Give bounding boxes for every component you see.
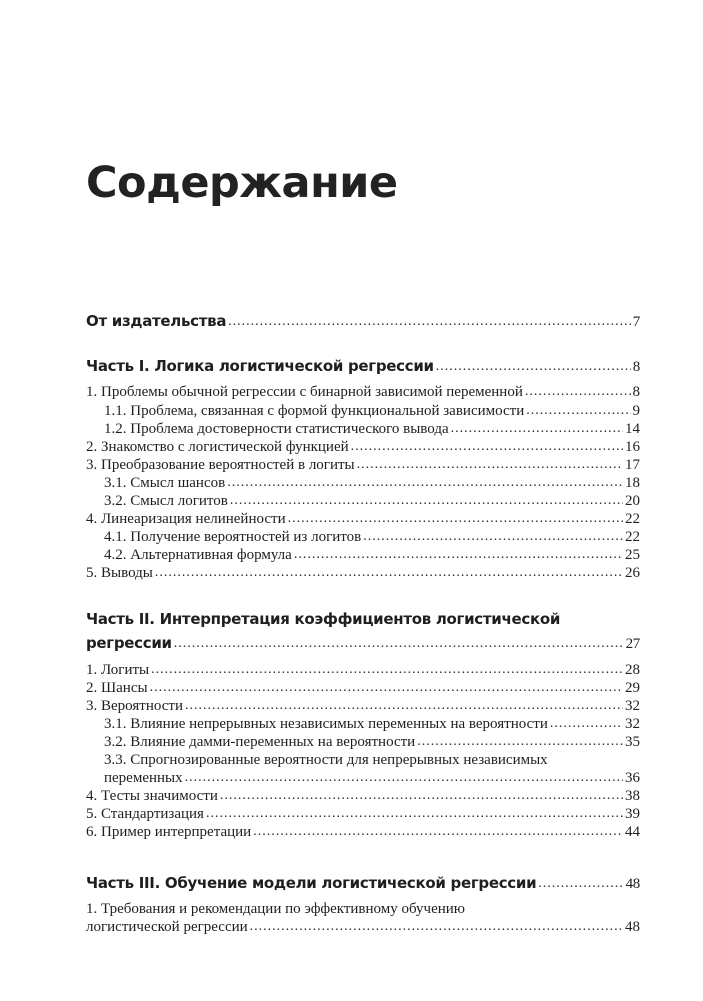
toc-leader-dots [220, 788, 623, 804]
toc-chapter-title-line1: 1. Требования и рекомендации по эффективному обучению [86, 901, 465, 917]
toc-subchapter[interactable] [104, 403, 640, 420]
toc-page-number: 18 [625, 475, 640, 491]
toc-leader-dots [150, 680, 623, 696]
toc-leader-dots [417, 734, 623, 750]
toc-page-number: 39 [625, 806, 640, 822]
toc-entry-title: 3.1. Влияние непрерывных независимых переменных на вероятности [104, 716, 548, 732]
toc-leader-dots [227, 475, 623, 491]
toc-entry-title: 6. Пример интерпретации [86, 824, 252, 840]
toc-entry-title: 3. Вероятности [86, 698, 183, 714]
toc-chapter[interactable] [86, 439, 640, 456]
toc-subchapter[interactable] [104, 475, 640, 492]
toc-leader-dots [206, 806, 623, 822]
toc-leader-dots [351, 439, 623, 455]
toc-entry-title: 4.1. Получение вероятностей из логитов [104, 529, 362, 545]
toc-page-number: 32 [625, 698, 640, 714]
toc-leader-dots [363, 529, 623, 545]
toc-page-number: 20 [625, 493, 640, 509]
toc-chapter[interactable] [86, 384, 640, 401]
toc-page-number: 36 [625, 770, 640, 786]
toc-page-number: 25 [625, 547, 640, 563]
toc-leader-dots [174, 636, 624, 652]
toc-leader-dots [550, 716, 623, 732]
toc-leader-dots [230, 493, 623, 509]
toc-page-number: 16 [625, 439, 640, 455]
toc-page-number: 32 [625, 716, 640, 732]
toc-entry-title: 3.2. Смысл логитов [104, 493, 228, 509]
toc-entry-title: 3.1. Смысл шансов [104, 475, 226, 491]
toc-leader-dots [538, 876, 623, 892]
toc-page-number: 9 [632, 403, 640, 419]
toc-page-number: 38 [625, 788, 640, 804]
toc-page-number: 22 [625, 529, 640, 545]
toc-entry-title: 4.2. Альтернативная формула [104, 547, 292, 563]
toc-part-2[interactable] [86, 634, 640, 653]
toc-part-title: Часть III. Обучение модели логистической регрессии [86, 874, 537, 892]
toc-part-2-title-line1: Часть II. Интерпретация коэффициентов логистической [86, 610, 561, 628]
toc-entry-title: 2. Шансы [86, 680, 148, 696]
toc-subchapter[interactable] [104, 421, 640, 438]
toc-page-number: 29 [625, 680, 640, 696]
toc-entry-title: 4. Тесты значимости [86, 788, 218, 804]
toc-page-number: 17 [625, 457, 640, 473]
toc-chapter[interactable] [86, 565, 640, 582]
toc-entry-title: 4. Линеаризация нелинейности [86, 511, 286, 527]
toc-page-number: 14 [625, 421, 640, 437]
toc-subchapter[interactable] [104, 770, 640, 787]
toc-subchapter[interactable] [104, 716, 640, 733]
toc-part-1[interactable] [86, 357, 640, 376]
toc-entry-title: От издательства [86, 312, 227, 330]
toc-leader-dots [250, 919, 623, 935]
toc-page-number: 27 [625, 636, 640, 652]
toc-entry-title: 3.2. Влияние дамми-переменных на вероятности [104, 734, 416, 750]
toc-entry-title: 5. Выводы [86, 565, 153, 581]
page-title: Содержание [86, 158, 398, 208]
toc-entry-title: 2. Знакомство с логистической функцией [86, 439, 349, 455]
toc-subchapter[interactable] [104, 547, 640, 564]
toc-page-number: 48 [625, 876, 640, 892]
toc-page-number: 35 [625, 734, 640, 750]
toc-part-3[interactable] [86, 874, 640, 893]
toc-page-number: 7 [632, 314, 640, 330]
toc-entry-title: переменных [104, 770, 183, 786]
toc-entry-title: 1. Проблемы обычной регрессии с бинарной зависимой переменной [86, 384, 523, 400]
toc-leader-dots [253, 824, 623, 840]
toc-leader-dots [357, 457, 623, 473]
toc-chapter[interactable] [86, 662, 640, 679]
toc-leader-dots [526, 403, 630, 419]
toc-leader-dots [288, 511, 623, 527]
toc-leader-dots [228, 314, 631, 330]
toc-subchapter[interactable] [104, 529, 640, 546]
toc-part-title: Часть I. Логика логистической регрессии [86, 357, 434, 375]
toc-leader-dots [436, 359, 631, 375]
toc-chapter[interactable] [86, 698, 640, 715]
toc-page-number: 28 [625, 662, 640, 678]
toc-page-number: 26 [625, 565, 640, 581]
toc-leader-dots [185, 698, 623, 714]
toc-leader-dots [185, 770, 623, 786]
toc-leader-dots [451, 421, 623, 437]
toc-page-number: 48 [625, 919, 640, 935]
toc-subchapter[interactable] [104, 734, 640, 751]
toc-leader-dots [151, 662, 623, 678]
toc-subchapter-title-line1: 3.3. Спрогнозированные вероятности для непрерывных независимых [104, 752, 548, 768]
toc-chapter[interactable] [86, 806, 640, 823]
toc-subchapter[interactable] [104, 493, 640, 510]
toc-leader-dots [525, 384, 631, 400]
toc-entry-title: логистической регрессии [86, 919, 248, 935]
toc-chapter[interactable] [86, 824, 640, 841]
toc-page-number: 22 [625, 511, 640, 527]
toc-chapter[interactable] [86, 788, 640, 805]
toc-leader-dots [294, 547, 623, 563]
toc-entry-publisher[interactable] [86, 312, 640, 331]
toc-entry-title: 5. Стандартизация [86, 806, 204, 822]
toc-page-number: 8 [632, 359, 640, 375]
toc-page-number: 8 [632, 384, 640, 400]
toc-page-number: 44 [625, 824, 640, 840]
toc-entry-title: 3. Преобразование вероятностей в логиты [86, 457, 355, 473]
toc-chapter[interactable] [86, 680, 640, 697]
toc-entry-title: 1.1. Проблема, связанная с формой функциональной зависимости [104, 403, 525, 419]
toc-chapter[interactable] [86, 919, 640, 936]
toc-entry-title: 1. Логиты [86, 662, 150, 678]
toc-leader-dots [155, 565, 623, 581]
toc-entry-title: 1.2. Проблема достоверности статистического вывода [104, 421, 449, 437]
toc-chapter[interactable] [86, 457, 640, 474]
toc-part-title: регрессии [86, 634, 172, 652]
toc-chapter[interactable] [86, 511, 640, 528]
